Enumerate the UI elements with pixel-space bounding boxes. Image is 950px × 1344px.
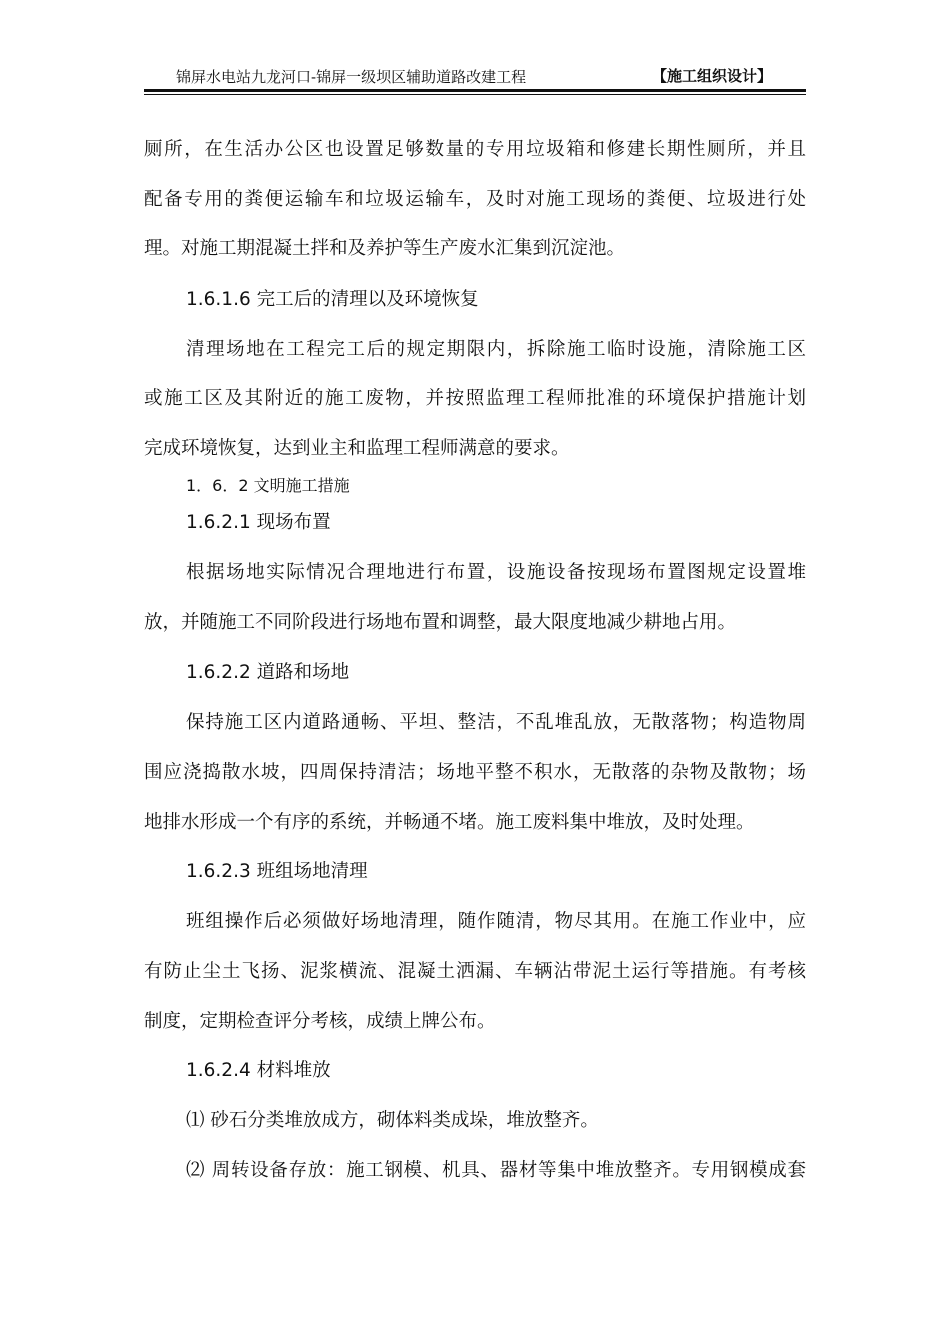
paragraph-line: 有防止尘土飞扬、泥浆横流、混凝土洒漏、车辆沾带泥土运行等措施。有考核 bbox=[144, 961, 806, 982]
paragraph-line: 围应浇捣散水坡，四周保持清洁；场地平整不积水，无散落的杂物及散物；场 bbox=[144, 762, 806, 783]
header-rule-thin bbox=[144, 94, 806, 95]
paragraph-line: 地排水形成一个有序的系统，并畅通不堵。施工废料集中堆放，及时处理。 bbox=[144, 812, 755, 833]
list-item: ⑵ 周转设备存放：施工钢模、机具、器材等集中堆放整齐。专用钢模成套 bbox=[186, 1160, 806, 1181]
project-title: 锦屏水电站九龙河口-锦屏一级坝区辅助道路改建工程 bbox=[176, 68, 527, 86]
paragraph-line: 保持施工区内道路通畅、平坦、整洁，不乱堆乱放，无散落物；构造物周 bbox=[186, 712, 806, 733]
list-item: ⑴ 砂石分类堆放成方，砌体料类成垛，堆放整齐。 bbox=[186, 1110, 599, 1131]
section-heading: 1.6.2.4 材料堆放 bbox=[186, 1060, 331, 1081]
paragraph-line: 完成环境恢复，达到业主和监理工程师满意的要求。 bbox=[144, 438, 570, 459]
paragraph-line: 班组操作后必须做好场地清理，随作随清，物尽其用。在施工作业中，应 bbox=[186, 911, 806, 932]
paragraph-line: 根据场地实际情况合理地进行布置，设施设备按现场布置图规定设置堆 bbox=[186, 562, 806, 583]
paragraph-line: 配备专用的粪便运输车和垃圾运输车，及时对施工现场的粪便、垃圾进行处 bbox=[144, 189, 806, 210]
paragraph-line: 清理场地在工程完工后的规定期限内，拆除施工临时设施，清除施工区 bbox=[186, 339, 806, 360]
header-rule-thick bbox=[144, 89, 806, 92]
paragraph-line: 厕所，在生活办公区也设置足够数量的专用垃圾箱和修建长期性厕所，并且 bbox=[144, 139, 806, 160]
paragraph-line: 制度，定期检查评分考核，成绩上牌公布。 bbox=[144, 1011, 496, 1032]
section-heading: 1.6.2.1 现场布置 bbox=[186, 512, 331, 533]
paragraph-line: 或施工区及其附近的施工废物，并按照监理工程师批准的环境保护措施计划 bbox=[144, 388, 806, 409]
paragraph-line: 放，并随施工不同阶段进行场地布置和调整，最大限度地减少耕地占用。 bbox=[144, 612, 737, 633]
section-heading: 1.6.2.2 道路和场地 bbox=[186, 662, 350, 683]
section-heading: 1.6.2.3 班组场地清理 bbox=[186, 861, 368, 882]
page-header bbox=[144, 64, 806, 86]
section-heading: 1．6．2 文明施工措施 bbox=[186, 476, 350, 495]
paragraph-line: 理。对施工期混凝土拌和及养护等生产废水汇集到沉淀池。 bbox=[144, 238, 626, 259]
section-title: 【施工组织设计】 bbox=[651, 67, 772, 85]
section-heading: 1.6.1.6 完工后的清理以及环境恢复 bbox=[186, 289, 479, 310]
